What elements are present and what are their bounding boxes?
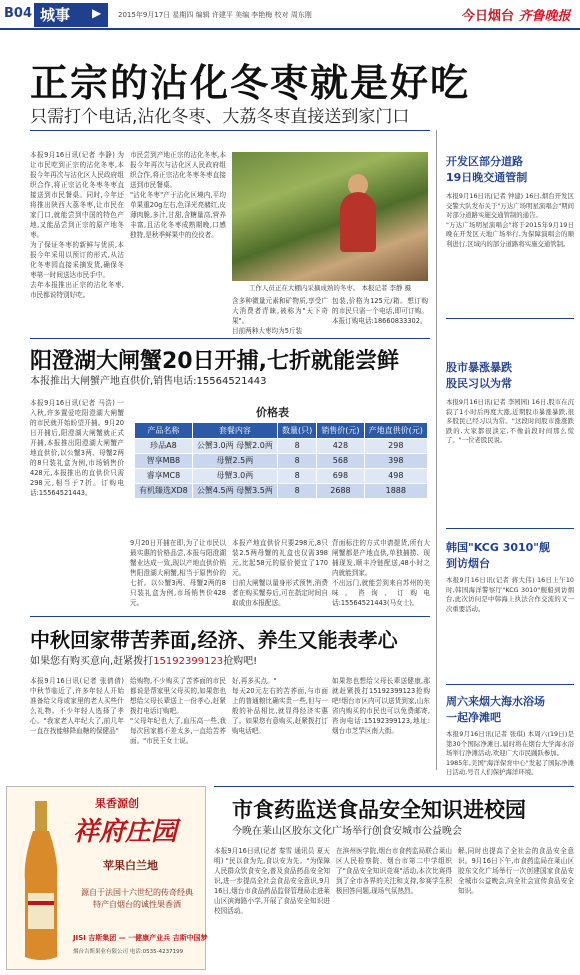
price-table-cell: 428 <box>317 439 364 454</box>
crab-col-3: 本报产地直供价只要298元,8只装2.5两母蟹的礼盒也仅需398元,比起58元的原价便宜了170元。 目前大闸蟹以量身形式预售,消费者在购买蟹券后,可在指定时间自取或由本报配送。 <box>232 539 328 607</box>
price-table-body <box>135 439 428 499</box>
buckwheat-col-3: 好,再多买点。" 每天20元左右的苦荞面,与市面上的普通粮比确实贵一些,但与一般的补品相比,就显得经济实惠了。如果您有意购买,赶紧拨打订购电话吧。 <box>232 677 328 735</box>
buckwheat-headline: 中秋回家带苦荞面,经济、养生又能表孝心 <box>30 628 398 652</box>
price-table-cell: 1888 <box>364 484 427 499</box>
food-safety-headline: 市食药监送食品安全知识进校园 <box>232 798 526 822</box>
price-table-row <box>135 469 428 484</box>
photo-caption: 工作人员正在大棚内采摘成熟的冬枣。 本报记者 李静 摄 <box>248 284 412 292</box>
sidebar-4-title: 周六来烟大海水浴场 一起净滩吧 <box>446 695 545 724</box>
lead-col-1: 本报9月16日讯(记者 李静) 为让市民吃到正宗的沾化冬枣,本报今年再次与沾化区人民政府组织合作,将正宗沾化冬枣冬枣直接送到市民餐桌。同时,今年还将推出陕西大荔冬枣,让市民在家门口,就能尝到中国的特色产地,又能品尝到正宗的原产地冬枣。 为了保证冬枣的新鲜与优质,本报今年采用以预订的形式,从沾化冬枣园直接采摘发货,确保冬枣第一时间送达市民手中。 去年本报推出正宗的沾化冬枣,市民都说特别好吃。 <box>30 151 124 299</box>
buckwheat-col-4: 如果您也想给父母长辈送健康,那就赶紧拨打15192399123抢购吧!烟台市区内可以送货到家,山东省内购买的市民也可以免费邮寄,咨询电话:15192399123,地址:烟台市芝罘区南大街。 <box>332 677 430 735</box>
price-table-header-cell: 产地直供价(元) <box>364 423 427 439</box>
buckwheat-col-2: 给购物,不少购买了苦荞面的市民都说是帮家里父母买的,如果您也想给父母长辈送上一份孝心,赶紧拨打电话订购吧。 "父母年纪也大了,血压高一些,我每次回家都不差太多,一直给苦荞面。"市民王女士说。 <box>130 677 226 745</box>
price-table-cell: 698 <box>317 469 364 484</box>
sidebar-1-text: 本报9月16日讯(记者 钟建) 16日,烟台开发区交警大队发布关于"万达广场明星演唱会"期间对部分道路实施交通管制的通告。 "万达广场明星演唱会"将于2015年9月19日晚在开发区天地广场举行,为保障演唱会的顺利进行,区域内的部分道路将实施交通管制。 <box>446 192 574 248</box>
page-number: B04 <box>4 6 32 21</box>
lead-headline: 正宗的沾化冬枣就是好吃 <box>30 61 471 105</box>
buckwheat-subhead-text: 如果您有购买意向,赶紧拨打 <box>30 656 154 667</box>
crab-col-1: 本报9月16日讯(记者 马浩) 一入秋,许多置爱吃阳澄湖大闸蟹的市民就开始盼望开捕。9月20日开捕后,阳澄湖大闸蟹就正式开捕,本报推出阳澄湖大闸蟹产地直供价,以公蟹3两、母蟹2两的8只装礼盒为例,市场销售价428元,本报推出的直供价只需298元,相当于7折。订购电话:15564521443。 <box>30 399 124 497</box>
price-table-cell: 298 <box>364 439 427 454</box>
photo-worker-body <box>340 192 376 252</box>
sidebar-4-text: 本报9月16日讯(记者 张琪) 本周六(19日)是第30个国际净滩日,届时将在烟台大学海水浴场举行净滩活动,欢迎广大市民踊跃参加。 1985年,美国"海洋保育中心"发起了国际净滩日活动,号召人们保护海洋环境。 <box>446 730 574 777</box>
price-table-cell: 2688 <box>317 484 364 499</box>
sidebar-rule-1 <box>446 318 574 319</box>
price-table <box>134 422 428 499</box>
crab-headline: 阳澄湖大闸蟹20日开捕,七折就能尝鲜 <box>30 349 399 374</box>
price-table-cell: 公蟹4.5两 母蟹3.5两 <box>192 484 277 499</box>
brand-name: 今日烟台 <box>462 9 515 24</box>
ad-company: JISI 吉斯集团 — 一健康产业兵 吉斯中国梦 <box>73 934 208 942</box>
price-table-cell: 568 <box>317 454 364 469</box>
sidebar-3-title: 韩国"KCG 3010"舰 到访烟台 <box>446 541 551 570</box>
price-table-cell: 8 <box>277 454 316 469</box>
sidebar-1-title: 开发区部分道路 19日晚交通管制 <box>446 155 528 184</box>
buckwheat-subhead-end: 抢购吧! <box>223 656 258 667</box>
lead-col-4: 包装,价格为125元/箱。想订购的市民只需一个电话,即可订购。本报订购电话:18660833302。 <box>332 297 428 325</box>
crab-col-4: 背面标注的方式申请提货,所有大闸蟹都是产地直供,单独捕捞、现捕现发,顺丰冷链配送,48小时之内就能到家。 不出远门,就能尝到来自苏州的美味。咨询、订购电话:15564521443(马女士)。 <box>332 539 430 607</box>
section-label: 城事 <box>34 3 108 27</box>
sidebar-divider <box>436 130 437 770</box>
price-table-row <box>135 484 428 499</box>
food-safety-col-2: 在滨州医学院,烟台市食药监局联合莱山区人民检察院、烟台市第二中学组织了"食品安全知识竞赛"活动,本次比赛得到了全市各界的关注和支持,参赛学生积极回答问题,现场气氛热烈。 <box>336 847 452 895</box>
brandy-advertisement <box>6 786 206 970</box>
price-table-cell: 有机臻选XD8 <box>135 484 193 499</box>
brand <box>462 5 571 24</box>
buckwheat-phone: 15192399123 <box>153 656 224 667</box>
price-table-cell: 公蟹3.0两 母蟹2.0两 <box>192 439 277 454</box>
sidebar-2-text: 本报9月16日讯(记者 李园园) 16日,股市在沉寂了1小时后再度大涨,近期股市暴涨暴跌,很多股民已经习以为常。"这段时间股市涨涨跌跌的,大家都很淡定,不像前段时间那么慌了。"一位老股民说。 <box>446 398 574 445</box>
price-table-header-cell: 数量(只) <box>277 423 316 439</box>
ad-product: 苹果白兰地 <box>103 859 158 872</box>
sidebar-rule-2 <box>446 528 574 529</box>
lead-col-2: 市民尝到产地正宗的沾化冬枣,本报今年再次与沾化区人民政府组织合作,将正宗沾化冬枣冬枣直接送到市民餐桌。 "沾化冬枣"产于沾化区境内,平均单果重20g左右,色泽光亮赭红,皮薄肉脆,多汁,甘甜,含糖量高,营养丰富,且沾化冬枣成熟期晚,口感独特,是秋季鲜果中的佼佼者。 <box>130 151 226 239</box>
crab-rule <box>30 338 430 339</box>
section-arrow-icon: ▶ <box>92 6 102 20</box>
price-table-row <box>135 439 428 454</box>
price-table-title: 价格表 <box>256 406 289 419</box>
crab-subhead: 本报推出大闸蟹产地直供价,销售电话:15564521443 <box>30 376 267 387</box>
price-table-cell: 智享MB8 <box>135 454 193 469</box>
price-table-header-cell: 产品名称 <box>135 423 193 439</box>
price-table-cell: 8 <box>277 484 316 499</box>
buckwheat-subhead <box>30 652 257 667</box>
price-table-header-row <box>135 423 428 439</box>
food-safety-col-3: 解,同时也提高了全社会的食品安全意识。9月16日下午,市食药监局在莱山区胶东文化广场举行一次创建国家食品安全城市公益晚会,向全社会宣传食品安全知识。 <box>458 847 574 895</box>
newspaper-logo: 齐鲁晚报 <box>518 9 571 24</box>
sidebar-3-text: 本报9月16日讯(记者 蒋大伟) 16日上午10时,韩国海洋警察厅"KCG 3010"舰船到访烟台,此次访问是中韩海上执法合作交流的又一次重要活动。 <box>446 576 574 613</box>
jujube-harvest-photo <box>232 152 428 281</box>
lead-subhead: 只需打个电话,沾化冬枣、大荔冬枣直接送到家门口 <box>30 107 410 127</box>
buckwheat-rule <box>30 616 430 617</box>
price-table-cell: 母蟹2.5两 <box>192 454 277 469</box>
price-table-cell: 母蟹3.0两 <box>192 469 277 484</box>
price-table-cell: 8 <box>277 439 316 454</box>
food-safety-rule <box>214 786 574 787</box>
dateline: 2015年9月17日 星期四 编辑 许建平 美编 李艳梅 校对 周东刚 <box>118 11 312 19</box>
crab-col-2: 9月20日开捕在即,为了让市民以最实惠的价格品尝,本报与阳澄湖蟹业达成一致,现以产地直供价销售阳澄湖大闸蟹,相当于原售价的七折。以公蟹3两、母蟹2两的8只装礼盒为例,市场销售价428元。 <box>130 539 226 607</box>
ad-address: 烟台吉斯果业有限公司 电话:0535-4237199 <box>73 949 184 955</box>
price-table-cell: 珍品A8 <box>135 439 193 454</box>
price-table-cell: 8 <box>277 469 316 484</box>
food-safety-col-1: 本报9月16日讯(记者 秦雪 通讯员 夏天明) "民以食为先,食以安为先。"为保障人民群众饮食安全,普及食品药品安全知识,进一步提高全社会食品安全意识,9月16日,烟台市食品药品监督管理局走进莱山区滨海路小学,开展了食品安全知识进校园活动。 <box>214 847 330 915</box>
price-table-header-cell: 套餐内容 <box>192 423 277 439</box>
lead-rule <box>30 130 430 131</box>
price-table-cell: 398 <box>364 454 427 469</box>
ad-brand-name: 祥府庄园 <box>73 817 178 847</box>
ad-top-text: 果香源创 <box>95 797 139 810</box>
buckwheat-col-1: 本报9月16日讯(记者 张倩倩) 中秋节临近了,许多年轻人开始准备给父母或家里的老人买些什么礼物。不少年轻人选择了孝心。"我家老人年纪大了,前几年一直在找能够降血糖的保健品" <box>30 677 124 735</box>
price-table-cell: 睿享MC8 <box>135 469 193 484</box>
brandy-bottle-icon <box>19 801 63 961</box>
food-safety-subhead: 今晚在莱山区胶东文化广场举行创食安城市公益晚会 <box>232 826 462 837</box>
price-table-header-cell: 销售价(元) <box>317 423 364 439</box>
ad-description: 源自于法国十六世纪的传奇经典 特产自烟台的诚性果香酒 <box>81 888 193 909</box>
lead-col-3: 含多种微量元素和矿物质,享受广大消费者青睐,被称为"天下奇果"。 目前两种大枣均为5斤装 <box>232 297 328 335</box>
sidebar-rule-3 <box>446 684 574 685</box>
sidebar-2-title: 股市暴涨暴跌 股民习以为常 <box>446 361 512 390</box>
price-table-cell: 498 <box>364 469 427 484</box>
price-table-row <box>135 454 428 469</box>
